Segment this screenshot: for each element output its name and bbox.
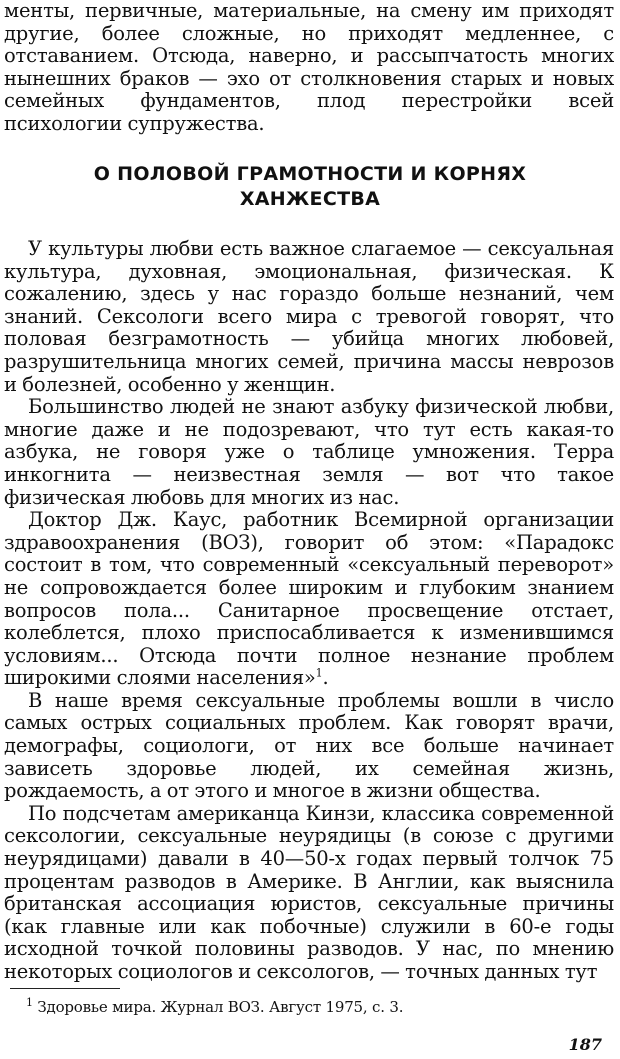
footnote-reference: 1 <box>315 666 323 680</box>
top-paragraph: менты, первичные, материальные, на смену им приходят другие, более сложные, но приходят медленнее, с отставанием. Отсюда, наверно, и рассыпчатость многих нынешних браков — эхо от столкновения старых и новых семейных фундаментов, плод перестройки всей психологии супружества. <box>4 0 614 135</box>
footnote-divider <box>10 988 120 989</box>
footnote <box>26 998 403 1016</box>
body-text <box>4 238 614 984</box>
section-heading-line-2: ХАНЖЕСТВА <box>239 188 381 210</box>
paragraph-1: У культуры любви есть важное слагаемое — сексуальная культура, духовная, эмоциональная, физическая. К сожалению, здесь у нас гораздо больше незнаний, чем знаний. Сексологи всего мира с тревогой говорят, что половая безграмотность — убийца многих любовей, разрушительница многих семей, причина массы неврозов и болезней, особенно у женщин. <box>4 237 614 396</box>
footnote-text: Здоровье мира. Журнал ВОЗ. Август 1975, с. 3. <box>37 998 404 1016</box>
page-number: 187 <box>568 1035 602 1054</box>
top-paragraph-block <box>4 0 614 136</box>
footnote-marker: 1 <box>26 996 33 1009</box>
section-heading <box>0 162 620 212</box>
paragraph-4: В наше время сексуальные проблемы вошли в число самых острых социальных проблем. Как говорят врачи, демографы, социологи, от них все больше начинает зависеть здоровье людей, их семейная жизнь, рождаемость, а от этого и многое в жизни общества. <box>4 688 614 803</box>
section-heading-line-1: О ПОЛОВОЙ ГРАМОТНОСТИ И КОРНЯХ <box>93 163 527 185</box>
paragraph-3: Доктор Дж. Каус, работник Всемирной организации здравоохранения (ВОЗ), говорит об этом: «Парадокс состоит в том, что современный «сексуальный переворот» не сопровождается более широким и глубоким знанием вопросов пола... Санитарное просвещение отстает, колеблется, плохо приспосабливается к изменившимся условиям... Отсюда почти полное незнание проблем широкими слоями населения»$^1$. <box>4 508 614 690</box>
paragraph-5: По подсчетам американца Кинзи, классика современной сексологии, сексуальные неурядицы (в союзе с другими неурядицами) давали в 40—50-х годах первый толчок 75 процентам разводов в Америке. В Англии, как выяснила британская ассоциация юристов, сексуальные причины (как главные или как побочные) служили в 60-е годы исходной точкой половины разводов. У нас, по мнению некоторых социологов и сексологов, — точных данных тут <box>4 801 614 983</box>
paragraph-3-text: Доктор Дж. Каус, работник Всемирной организации здравоохранения (ВОЗ), говорит об этом: «Парадокс состоит в том, что современный «сексуальный переворот» не сопровождается более широким и глубоким знанием вопросов пола... Санитарное просвещение отстает, колеблется, плохо приспосабливается к изменившимся условиям... Отсюда почти полное незнание проблем широкими слоями населения» <box>4 508 614 690</box>
paragraph-2: Большинство людей не знают азбуку физической любви, многие даже и не подозревают, что тут есть какая-то азбука, не говоря уже о таблице умножения. Терра инкогнита — неизвестная земля — вот что такое физическая любовь для многих из нас. <box>4 395 614 509</box>
